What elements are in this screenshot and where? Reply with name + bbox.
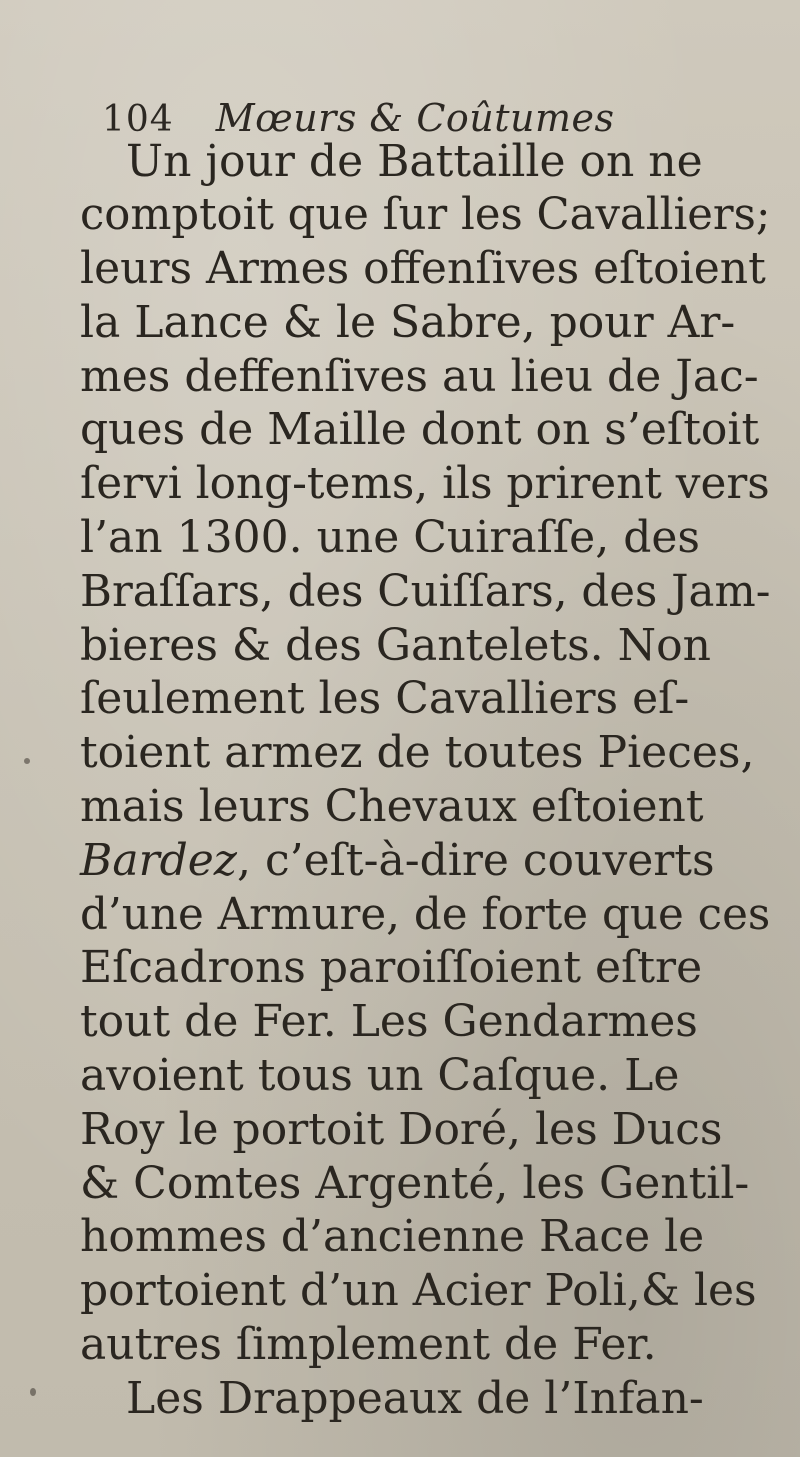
page-number: 104 bbox=[102, 99, 174, 140]
ink-spot bbox=[30, 1388, 36, 1396]
italic-word: Bardez bbox=[80, 835, 237, 886]
text-line: portoient d’un Acier Poli,& les bbox=[80, 1265, 757, 1316]
text-line: Eſcadrons paroiſſoient eſtre bbox=[80, 942, 703, 993]
text-line: tout de Fer. Les Gendarmes bbox=[80, 996, 698, 1047]
text-line: ques de Maille dont on s’eſtoit bbox=[80, 404, 760, 455]
text-line: d’une Armure, de forte que ces bbox=[80, 889, 771, 940]
text-line: toient armez de toutes Pieces, bbox=[80, 727, 755, 778]
text-line: la Lance & le Sabre, pour Ar- bbox=[80, 297, 736, 348]
running-title: Mœurs & Coûtumes bbox=[215, 96, 615, 140]
text-line: bieres & des Gantelets. Non bbox=[80, 620, 711, 671]
text-line: l’an 1300. une Cuiraſſe, des bbox=[80, 512, 700, 563]
text-line: mes deffenſives au lieu de Jac- bbox=[80, 351, 759, 402]
text-line: autres ſimplement de Fer. bbox=[80, 1319, 657, 1370]
text-line: avoient tous un Caſque. Le bbox=[80, 1050, 680, 1101]
text-line: ſeulement les Cavalliers eſ- bbox=[80, 673, 690, 724]
text-line: comptoit que ſur les Cavalliers; bbox=[80, 189, 771, 240]
text-line: ſervi long-tems, ils prirent vers bbox=[80, 458, 770, 509]
text-line: Roy le portoit Doré, les Ducs bbox=[80, 1104, 723, 1155]
text-line: mais leurs Chevaux eſtoient bbox=[80, 781, 704, 832]
text-line: leurs Armes offenſives eſtoient bbox=[80, 243, 766, 294]
text-line: hommes d’ancienne Race le bbox=[80, 1211, 705, 1262]
text-line: Braſſars, des Cuiſſars, des Jam- bbox=[80, 566, 771, 617]
text-line: & Comtes Argenté, les Gentil- bbox=[80, 1158, 750, 1209]
text-line: Un jour de Battaille on ne bbox=[126, 136, 703, 187]
ink-spot bbox=[24, 758, 30, 764]
text-line: Bardez, c’eſt-à-dire couverts bbox=[80, 835, 715, 886]
text-line: Les Drappeaux de l’Infan- bbox=[126, 1373, 704, 1424]
